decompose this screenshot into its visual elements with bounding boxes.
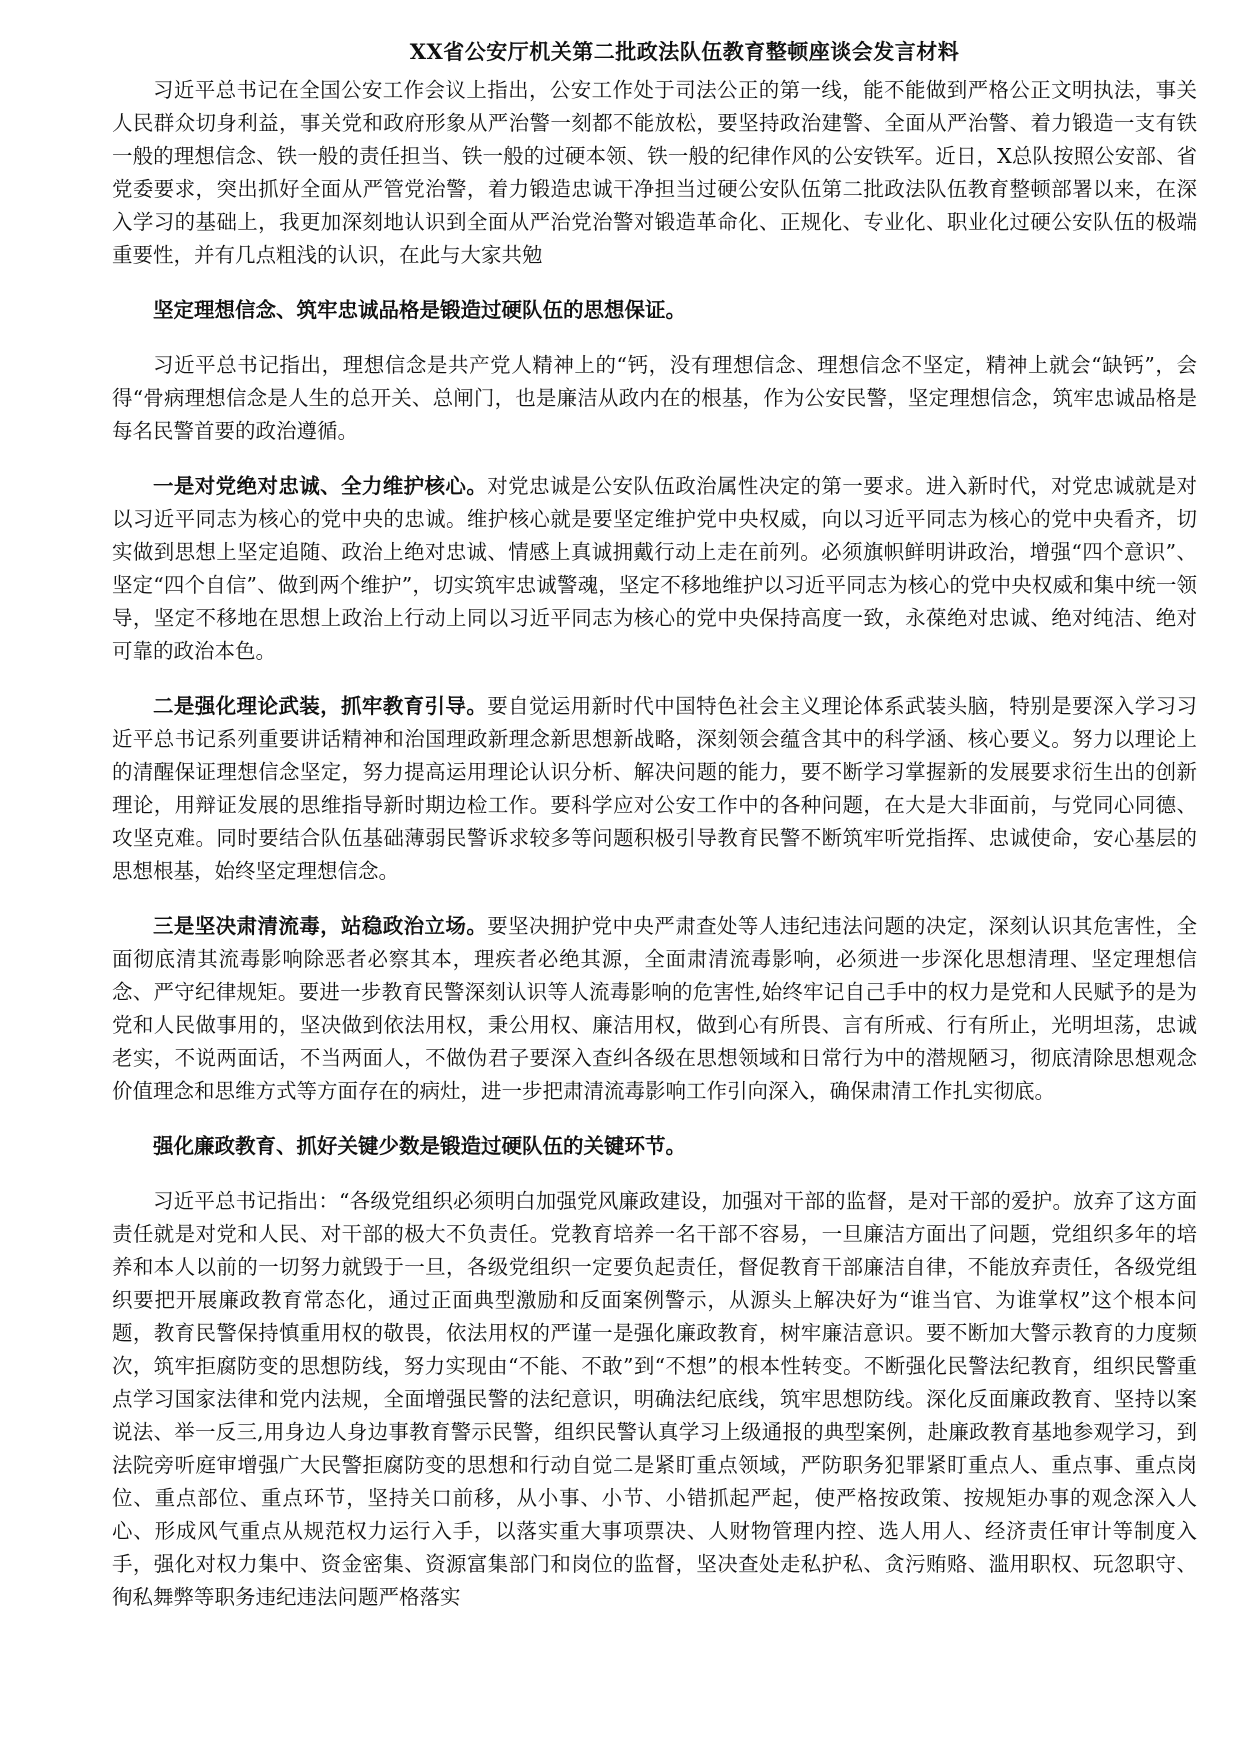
point-1-lead: 一是对党绝对忠诚、全力维护核心。 xyxy=(153,474,488,498)
point-3-body: 要坚决拥护党中央严肃查处等人违纪违法问题的决定，深刻认识其危害性，全面彻底清其流毒影响除恶者必察其本，理疾者必绝其源，全面肃清流毒影响，必须进一步深化思想清理、坚定理想信念、严守纪律规矩。要进一步教育民警深刻认识等人流毒影响的危害性,始终牢记自己手中的权力是党和人民赋予的是为党和人民做事用的，坚决做到依法用权，秉公用权、廉洁用权，做到心有所畏、言有所戒、行有所止，光明坦荡，忠诚老实，不说两面话，不当两面人，不做伪君子要深入查纠各级在思想领域和日常行为中的潜规陋习，彻底清除思想观念价值理念和思维方式等方面存在的病灶，进一步把肃清流毒影响工作引向深入，确保肃清工作扎实彻底。 xyxy=(112,914,1197,1103)
section-heading-2: 强化廉政教育、抓好关键少数是锻造过硬队伍的关键环节。 xyxy=(153,1134,686,1158)
point-1-paragraph xyxy=(112,470,1197,668)
section-1-paragraph: 习近平总书记指出，理想信念是共产党人精神上的“钙，没有理想信念、理想信念不坚定，精神上就会“缺钙”，会得“骨病理想信念是人生的总开关、总闸门，也是廉洁从政内在的根基，作为公安民警，坚定理想信念，筑牢忠诚品格是每名民警首要的政治遵循。 xyxy=(112,353,1197,443)
point-2-body: 要自觉运用新时代中国特色社会主义理论体系武装头脑，特别是要深入学习习近平总书记系列重要讲话精神和治国理政新理念新思想新战略，深刻领会蕴含其中的科学涵、核心要义。努力以理论上的清醒保证理想信念坚定，努力提高运用理论认识分析、解决问题的能力，要不断学习掌握新的发展要求衍生出的创新理论，用辩证发展的思维指导新时期边检工作。要科学应对公安工作中的各种问题，在大是大非面前，与党同心同德、攻坚克难。同时要结合队伍基础薄弱民警诉求较多等问题积极引导教育民警不断筑牢听党指挥、忠诚使命，安心基层的思想根基，始终坚定理想信念。 xyxy=(112,694,1197,883)
point-1-body: 对党忠诚是公安队伍政治属性决定的第一要求。进入新时代，对党忠诚就是对以习近平同志为核心的党中央的忠诚。维护核心就是要坚定维护党中央权威，向以习近平同志为核心的党中央看齐，切实做到思想上坚定追随、政治上绝对忠诚、情感上真诚拥戴行动上走在前列。必须旗帜鲜明讲政治，增强“四个意识”、坚定“四个自信”、做到两个维护”，切实筑牢忠诚警魂，坚定不移地维护以习近平同志为核心的党中央权威和集中统一领导，坚定不移地在思想上政治上行动上同以习近平同志为核心的党中央保持高度一致，永葆绝对忠诚、绝对纯洁、绝对可靠的政治本色。 xyxy=(112,474,1197,663)
section-heading-1: 坚定理想信念、筑牢忠诚品格是锻造过硬队伍的思想保证。 xyxy=(153,298,686,322)
document-page xyxy=(112,38,1197,1636)
point-2-paragraph xyxy=(112,690,1197,888)
point-2-lead: 二是强化理论武装，抓牢教育引导。 xyxy=(153,694,488,718)
point-3-lead: 三是坚决肃清流毒，站稳政治立场。 xyxy=(153,914,488,938)
point-3-paragraph xyxy=(112,910,1197,1108)
document-title: XX省公安厅机关第二批政法队伍教育整顿座谈会发言材料 xyxy=(409,39,960,64)
intro-paragraph: 习近平总书记在全国公安工作会议上指出，公安工作处于司法公正的第一线，能不能做到严格公正文明执法，事关人民群众切身利益，事关党和政府形象从严治警一刻都不能放松，要坚持政治建警、全面从严治警、着力锻造一支有铁一般的理想信念、铁一般的责任担当、铁一般的过硬本领、铁一般的纪律作风的公安铁军。近日，X总队按照公安部、省党委要求，突出抓好全面从严管党治警，着力锻造忠诚干净担当过硬公安队伍第二批政法队伍教育整顿部署以来，在深入学习的基础上，我更加深刻地认识到全面从严治党治警对锻造革命化、正规化、专业化、职业化过硬公安队伍的极端重要性，并有几点粗浅的认识，在此与大家共勉 xyxy=(112,78,1197,267)
section-2-paragraph: 习近平总书记指出：“各级党组织必须明白加强党风廉政建设，加强对干部的监督，是对干部的爱护。放弃了这方面责任就是对党和人民、对干部的极大不负责任。党教育培养一名干部不容易，一旦廉洁方面出了问题，党组织多年的培养和本人以前的一切努力就毁于一旦，各级党组织一定要负起责任，督促教育干部廉洁自律，不能放弃责任，各级党组织要把开展廉政教育常态化，通过正面典型激励和反面案例警示，从源头上解决好为“谁当官、为谁掌权”这个根本问题，教育民警保持慎重用权的敬畏，依法用权的严谨一是强化廉政教育，树牢廉洁意识。要不断加大警示教育的力度频次，筑牢拒腐防变的思想防线，努力实现由“不能、不敢”到“不想”的根本性转变。不断强化民警法纪教育，组织民警重点学习国家法律和党内法规，全面增强民警的法纪意识，明确法纪底线，筑牢思想防线。深化反面廉政教育、坚持以案说法、举一反三,用身边人身边事教育警示民警，组织民警认真学习上级通报的典型案例，赴廉政教育基地参观学习，到法院旁听庭审增强广大民警拒腐防变的思想和行动自觉二是紧盯重点领域，严防职务犯罪紧盯重点人、重点事、重点岗位、重点部位、重点环节，坚持关口前移，从小事、小节、小错抓起严起，使严格按政策、按规矩办事的观念深入人心、形成风气重点从规范权力运行入手，以落实重大事项票决、人财物管理内控、选人用人、经济责任审计等制度入手，强化对权力集中、资金密集、资源富集部门和岗位的监督，坚决查处走私护私、贪污贿赂、滥用职权、玩忽职守、徇私舞弊等职务违纪违法问题严格落实 xyxy=(112,1189,1197,1609)
